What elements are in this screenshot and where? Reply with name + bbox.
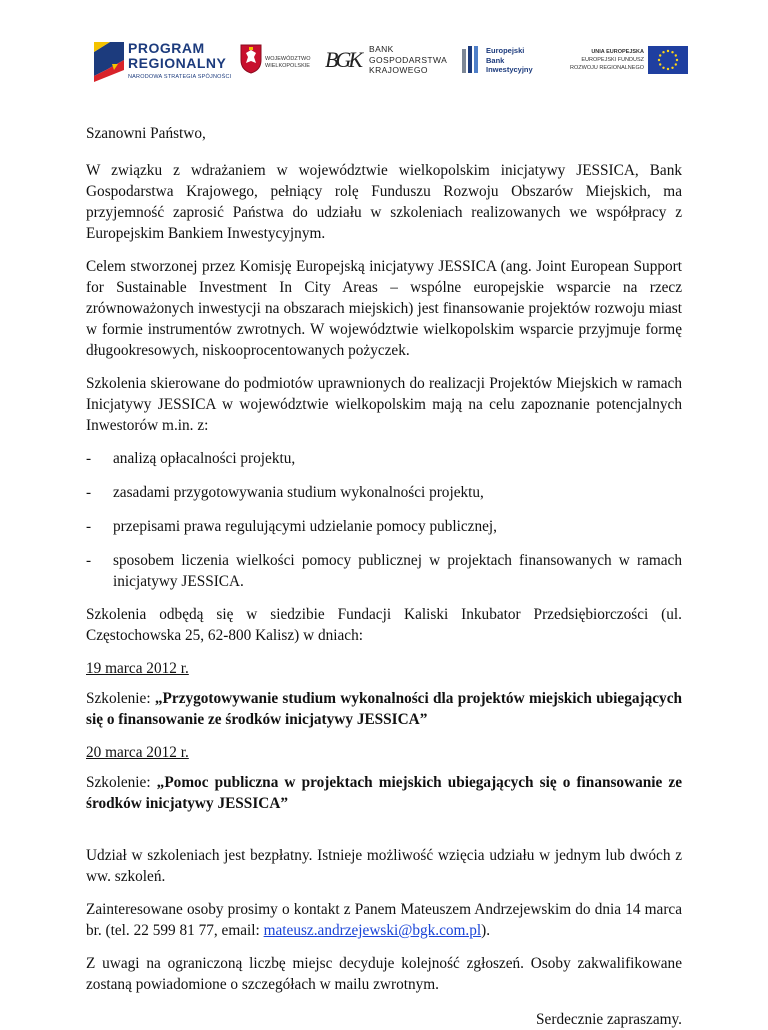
bgk-line2: GOSPODARSTWA xyxy=(369,54,448,65)
nss-label: NARODOWA STRATEGIA SPÓJNOŚCI xyxy=(128,74,232,80)
training-2: Szkolenie: „Pomoc publiczna w projektach miejskich ubiegających się o finansowanie ze środków inicjatywy JESSICA” xyxy=(86,774,682,812)
venue-paragraph: Szkolenia odbędą się w siedzibie Fundacji Kaliski Inkubator Przedsiębiorczości (ul. Częstochowska 25, 62-800 Kalisz) w dniach: xyxy=(86,606,682,644)
contact-paragraph: Zainteresowane osoby prosimy o kontakt z Panem Mateuszem Andrzejewskim do dnia 14 marca br. (tel. 22 599 81 77, email: mateusz.andrzejewski@bgk.com.pl). xyxy=(86,901,682,939)
regionalny-label: REGIONALNY xyxy=(128,55,227,71)
bgk-line3: KRAJOWEGO xyxy=(369,65,428,75)
list-item: - sposobem liczenia wielkości pomocy publicznej w projektach finansowanych w ramach inicjatywy JESSICA. xyxy=(86,552,682,590)
ebi-line3: Inwestycyjny xyxy=(486,65,533,74)
logo-bar xyxy=(0,0,768,100)
contact-email-link[interactable]: mateusz.andrzejewski@bgk.com.pl xyxy=(263,922,482,939)
list-item: - przepisami prawa regulującymi udzielanie pomocy publicznej, xyxy=(86,518,497,535)
wojewodztwo-label: WOJEWÓDZTWO xyxy=(265,56,311,62)
eu-flag-icon xyxy=(648,46,688,74)
intro-paragraph: W związku z wdrażaniem w województwie wielkopolskim inicjatywy JESSICA, Bank Gospodarstwa Krajowego, pełniący rolę Funduszu Rozwoju Obszarów Miejskich, ma przyjemność zaprosić Państwa do udziału w szkoleniach realizowanych we współpracy z Europejskim Bankiem Inwestycyjnym. xyxy=(86,162,682,242)
training-2-title: „Pomoc publiczna w projektach miejskich ubiegających się o finansowanie ze środków inicjatywy JESSICA” xyxy=(86,774,682,812)
bgk-monogram: BGK xyxy=(325,47,360,72)
ebi-bars-icon xyxy=(462,45,482,75)
ue-line1: UNIA EUROPEJSKA xyxy=(591,49,644,55)
wielkopolskie-label: WIELKOPOLSKIE xyxy=(265,62,310,69)
nss-emblem-icon xyxy=(92,40,126,84)
jessica-paragraph: Celem stworzonej przez Komisję Europejską inicjatywy JESSICA (ang. Joint European Support for Sustainable Investment In City Areas – wspólne europejskie wsparcie na rzecz zrównoważonych inwestycji na obszarach miejskich) jest finansowanie projektów rozwoju miast w formie instrumentów zwrotnych. W województwie wielkopolskim wsparcie przyjmuje formę długookresowych, niskooprocentowanych pożyczek. xyxy=(86,258,682,359)
program-label: PROGRAM xyxy=(128,40,205,56)
greeting: Szanowni Państwo, xyxy=(86,125,206,142)
ue-line2: EUROPEJSKI FUNDUSZ xyxy=(581,57,644,63)
bgk-line1: BANK xyxy=(369,44,394,54)
ebi-line2: Bank xyxy=(486,55,505,65)
training-date-2: 20 marca 2012 r. xyxy=(86,744,189,761)
training-date-1: 19 marca 2012 r. xyxy=(86,660,189,677)
list-item: - zasadami przygotowywania studium wykonalności projektu, xyxy=(86,484,484,501)
list-item: - analizą opłacalności projektu, xyxy=(86,450,296,467)
bgk-logo xyxy=(325,44,455,84)
program-regionalny-logo xyxy=(92,38,232,86)
wielkopolskie-logo xyxy=(240,44,311,80)
free-participation-paragraph: Udział w szkoleniach jest bezpłatny. Istnieje możliwość wzięcia udziału w jednym lub dwóch z ww. szkoleń. xyxy=(86,847,682,885)
eu-logo xyxy=(568,46,688,78)
letter-body xyxy=(86,123,682,1030)
coat-of-arms-icon xyxy=(240,44,262,74)
ebi-logo xyxy=(462,45,552,77)
topics-list xyxy=(86,448,682,592)
training-1-title: „Przygotowywanie studium wykonalności dla projektów miejskich ubiegających się o finansowanie ze środków inicjatywy JESSICA” xyxy=(86,690,682,728)
training-1: Szkolenie: „Przygotowywanie studium wykonalności dla projektów miejskich ubiegających się o finansowanie ze środków inicjatywy JESSICA” xyxy=(86,690,682,728)
closing: Serdecznie zapraszamy. xyxy=(536,1011,682,1028)
ebi-line1: Europejski xyxy=(486,46,525,55)
ue-line3: ROZWOJU REGIONALNEGO xyxy=(570,65,644,71)
limited-places-paragraph: Z uwagi na ograniczoną liczbę miejsc decyduje kolejność zgłoszeń. Osoby zakwalifikowane zostaną powiadomione o szczegółach w mailu zwrotnym. xyxy=(86,955,682,993)
target-paragraph: Szkolenia skierowane do podmiotów uprawnionych do realizacji Projektów Miejskich w ramach Inicjatywy JESSICA w województwie wielkopolskim mają na celu zapoznanie potencjalnych Inwestorów m.in. z: xyxy=(86,375,682,434)
